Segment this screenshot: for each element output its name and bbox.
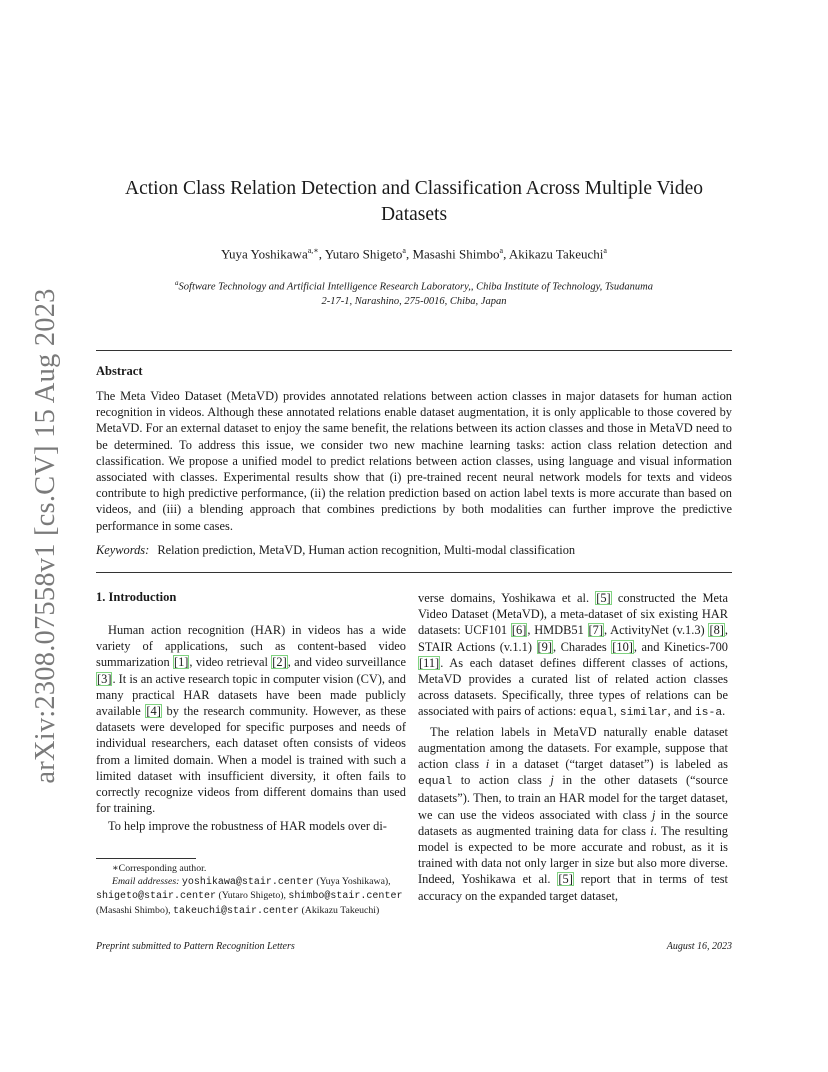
author-affiliation-mark: a,∗ [307, 246, 319, 255]
citation-link[interactable]: [4] [146, 704, 161, 719]
author-name: Yutaro Shigeto [324, 246, 403, 262]
preprint-note: Preprint submitted to Pattern Recognition Letters [96, 941, 295, 952]
relation-is-a: is-a [694, 707, 723, 720]
section-heading-introduction: 1. Introduction [96, 590, 177, 604]
right-column [418, 590, 728, 904]
footnote-emails: Email addresses: yoshikawa@stair.center (Yuya Yoshikawa), [112, 876, 391, 889]
abstract-heading: Abstract [96, 364, 143, 378]
footnote [96, 862, 406, 918]
affiliation [96, 276, 732, 309]
author-name: Masashi Shimbo [412, 246, 500, 262]
affiliation-line-2: 2-17-1, Narashino, 275-0016, Chiba, Japan [321, 295, 507, 307]
author-list: Yuya Yoshikawa$^{a,∗}$, Yutaro Shigeto$^a$, Masashi Shimbo$^a$, Akikazu Takeuchi$^a$ [221, 246, 607, 262]
paper-title: Action Class Relation Detection and Classification Across Multiple Video Datasets [125, 178, 703, 225]
citation-link[interactable]: [2] [272, 655, 287, 670]
citation-link[interactable]: [9] [537, 639, 552, 654]
author-name: Akikazu Takeuchi [508, 246, 604, 262]
citation-link[interactable]: [1] [173, 655, 189, 670]
email-link[interactable]: yoshikawa@stair.center [181, 877, 314, 889]
author-affiliation-mark: a [402, 246, 406, 255]
citation-link[interactable]: [10] [612, 639, 633, 654]
email-label: Email addresses: [112, 876, 180, 888]
intro-paragraph-1: Human action recognition (HAR) in videos has a wide variety of applications, such as content-based video summarization [1], video retrieval [2], and video surveillance [3]. It is an active research topic in computer vision (CV), and many practical HAR datasets have been made publicly available [4] by the research community. However, as these datasets were developed for specific purposes and needs of individual researchers, each dataset often consists of videos from a limited domain. When a model is trained with such a limited dataset with insufficient diversity, it often fails to correctly recognize videos from different domains than used for training. [96, 623, 407, 816]
intro-paragraph-2-continued: verse domains, Yoshikawa et al. [5] constructed the Meta Video Dataset (MetaVD), a meta-dataset of six existing HAR datasets: UCF101 [6], HMDB51 [7], ActivityNet (v.1.3) [8], STAIR Actions (v.1.1) [9], Charades [10], and Kinetics-700 [11]. As each dataset defines different classes of actions, MetaVD provides a curated list of related action classes across datasets. Specifically, three types of relations can be associated with pairs of actions: equal, similar, and is-a. [418, 591, 728, 720]
abstract-bottom-rule [96, 572, 732, 573]
email-link[interactable]: shimbo@stair.center [288, 891, 403, 903]
footnote-emails-cont-2: (Masashi Shimbo), takeuchi@stair.center (Akikazu Takeuchi) [96, 904, 380, 917]
keywords-label: Keywords: [96, 543, 150, 557]
footnote-rule [96, 858, 196, 859]
citation-link[interactable]: [5] [558, 872, 573, 887]
citation-link[interactable]: [3] [97, 671, 112, 686]
keywords [96, 543, 732, 558]
email-link[interactable]: shigeto@stair.center [96, 891, 217, 903]
author-affiliation-mark: a [499, 246, 504, 255]
keywords-list: Relation prediction, MetaVD, Human action recognition, Multi-modal classification [157, 543, 576, 557]
intro-paragraph-3: The relation labels in MetaVD naturally enable dataset augmentation among the datasets. For example, suppose that action class i in a dataset (“target dataset”) is labeled as equal to action class j in the other datasets (“source datasets”). Then, to train an HAR model for the target dataset, we can use the videos associated with class j in the source datasets as augmented training data for class i. The resulting model is expected to be more accurate and robust, as it is trained with data not only larger in size but also more diverse. Indeed, Yoshikawa et al. [5] report that in terms of test accuracy on the expanded target dataset, [418, 724, 728, 903]
arxiv-identifier: arXiv:2308.07558v1 [cs.CV] 15 Aug 2023 [30, 288, 61, 784]
author-affiliation-mark: a [603, 246, 607, 255]
citation-link[interactable]: [6] [511, 623, 527, 638]
affiliation-mark: a [175, 279, 179, 287]
relation-equal: equal [579, 707, 614, 720]
abstract-text: The Meta Video Dataset (MetaVD) provides annotated relations between action classes in major datasets for human action recognition in videos. Although these annotated relations enable dataset augmentation, it is only applicable to those covered by MetaVD. For an external dataset to enjoy the same benefit, the relations between its action classes and those in MetaVD need to be determined. To address this issue, we consider two new machine learning tasks: action class relation detection and classification. We propose a unified model to predict relations between action classes, using language and visual information associated with classes. Experimental results show that (i) pre-trained recent neural network models for texts and videos contribute to high predictive performance, (ii) the relation prediction based on action label texts is more accurate than based on videos, and (iii) a blending approach that combines predictions by both modalities can further improve the predictive performance in some cases. [96, 389, 732, 533]
citation-link[interactable]: [11] [419, 655, 440, 670]
affiliation-line-1: Software Technology and Artificial Intelligence Research Laboratory,, Chiba Institute of Technology, Tsudanuma [178, 281, 653, 293]
footnote-emails-cont: shigeto@stair.center (Yutaro Shigeto), shimbo@stair.center [96, 890, 403, 903]
left-column [96, 622, 406, 835]
citation-link[interactable]: [5] [596, 591, 611, 605]
citation-link[interactable]: [8] [709, 623, 724, 638]
author-name: Yuya Yoshikawa [221, 246, 308, 262]
intro-paragraph-2: To help improve the robustness of HAR models over di- [108, 819, 387, 834]
abstract-top-rule [96, 350, 732, 351]
relation-similar: similar [619, 707, 668, 720]
footnote-corresponding: ∗Corresponding author. [112, 863, 207, 874]
email-link[interactable]: takeuchi@stair.center [173, 905, 300, 917]
footer-date: August 16, 2023 [666, 941, 732, 952]
citation-link[interactable]: [7] [588, 623, 603, 638]
